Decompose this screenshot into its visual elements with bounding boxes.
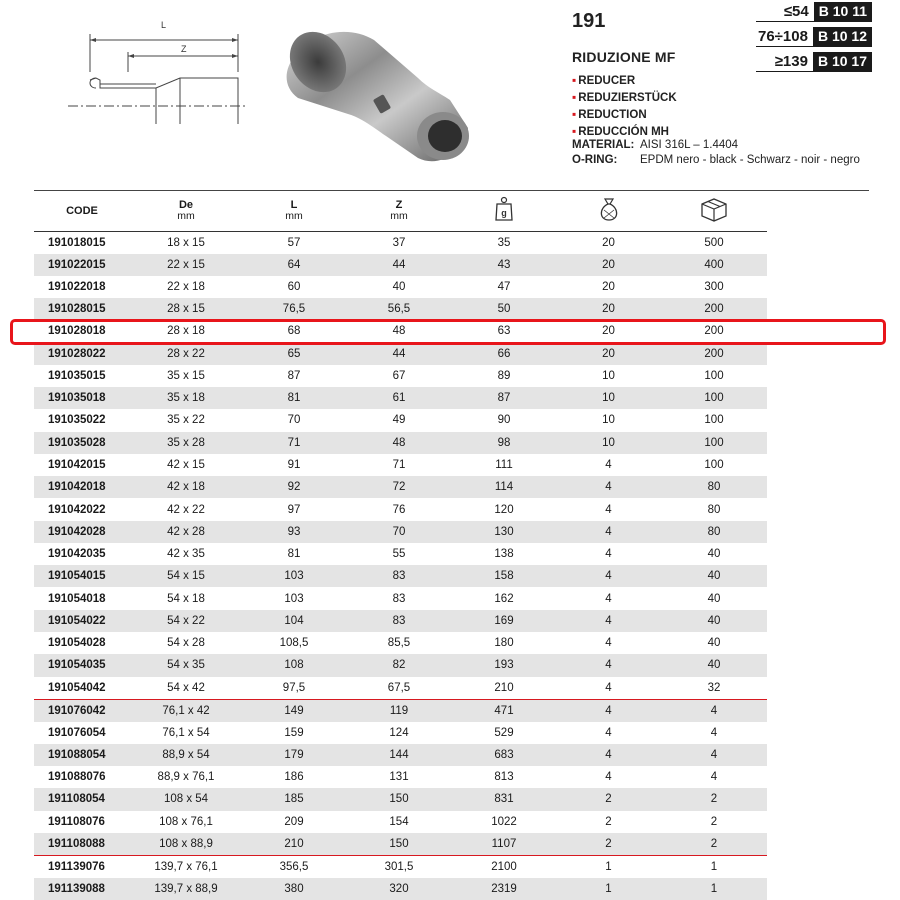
table-row — [34, 878, 767, 900]
material-label: MATERIAL: — [572, 139, 635, 151]
product-photo — [278, 18, 483, 173]
table-row — [34, 811, 767, 833]
cell-code: 191054035 — [34, 654, 130, 676]
table-row — [34, 565, 767, 587]
cell-code: 191035028 — [34, 432, 130, 454]
dim-L-label: L — [161, 20, 167, 30]
product-name-de: ▪ REDUZIERSTÜCK — [572, 90, 677, 104]
badge-row — [756, 52, 872, 72]
svg-text:g: g — [501, 208, 507, 219]
cell-z: 83 — [346, 610, 452, 632]
cell-box-qty: 40 — [661, 610, 767, 632]
cell-code: 191139076 — [48, 860, 105, 873]
cell-z: 150 — [346, 788, 452, 810]
product-code: 191 — [572, 10, 606, 32]
material-value: AISI 316L – 1.4404 — [640, 139, 739, 151]
cell-de: 76,1 x 54 — [162, 726, 210, 739]
table-row — [34, 788, 767, 810]
cell-code: 191028015 — [34, 298, 130, 320]
cell-bag-qty: 10 — [602, 369, 615, 382]
cell-bag-qty: 4 — [605, 459, 612, 472]
cell-box-qty: 200 — [704, 325, 724, 338]
cell-z: 150 — [346, 833, 452, 856]
cell-weight: 210 — [452, 677, 556, 700]
cell-l: 65 — [242, 343, 346, 365]
cell-l: 76,5 — [242, 298, 346, 320]
cell-bag-qty: 2 — [605, 815, 612, 828]
table-row — [34, 610, 767, 632]
cell-z: 56,5 — [346, 298, 452, 320]
cell-z: 44 — [346, 343, 452, 365]
table-row — [34, 298, 767, 320]
cell-weight: 831 — [452, 788, 556, 810]
cell-bag-qty: 20 — [602, 325, 615, 338]
cell-l: 185 — [242, 788, 346, 810]
cell-de: 42 x 15 — [167, 459, 205, 472]
cell-z: 70 — [346, 521, 452, 543]
cell-l: 356,5 — [279, 860, 309, 873]
bag-icon — [597, 196, 621, 222]
cell-box-qty: 400 — [661, 254, 767, 276]
cell-l: 97,5 — [242, 677, 346, 700]
bullet-dot-icon: ▪ — [572, 124, 577, 138]
oring-label: O-RING: — [572, 154, 618, 166]
cell-weight: 111 — [495, 459, 513, 472]
cell-code: 191076042 — [34, 699, 130, 722]
cell-z: 40 — [392, 280, 406, 293]
cell-z: 61 — [346, 387, 452, 409]
cell-code: 191028018 — [48, 325, 106, 338]
cell-box-qty: 4 — [710, 771, 718, 784]
cell-bag-qty: 1 — [556, 878, 661, 900]
table-row — [34, 744, 767, 766]
cell-box-qty: 2 — [661, 833, 767, 856]
cell-de: 18 x 15 — [167, 236, 205, 249]
cell-bag-qty: 4 — [605, 592, 612, 605]
bullet-dot-icon: ▪ — [572, 90, 577, 104]
cell-bag-qty: 10 — [556, 387, 661, 409]
cell-box-qty: 200 — [661, 343, 767, 365]
cell-code: 191042035 — [48, 548, 106, 561]
cell-weight: 2319 — [452, 878, 556, 900]
cell-l: 91 — [287, 459, 301, 472]
cell-weight: 162 — [494, 592, 514, 605]
cell-box-qty: 40 — [707, 548, 721, 561]
cell-bag-qty: 20 — [556, 343, 661, 365]
cell-de: 22 x 18 — [167, 280, 205, 293]
dimension-drawing — [60, 14, 250, 124]
cell-l: 87 — [287, 369, 301, 382]
cell-de: 42 x 22 — [167, 503, 205, 516]
cell-box-qty: 40 — [661, 654, 767, 676]
cell-bag-qty: 4 — [605, 548, 612, 561]
cell-de: 42 x 35 — [167, 548, 205, 561]
cell-code: 191088054 — [34, 744, 130, 766]
cell-weight: 89 — [497, 369, 511, 382]
product-name-fr: ▪ REDUCTION — [572, 107, 647, 121]
col-header-bag — [556, 191, 661, 231]
table-row — [34, 454, 767, 476]
cell-bag-qty: 20 — [602, 280, 615, 293]
cell-de: 42 x 28 — [130, 521, 242, 543]
product-name-en: ▪ REDUCER — [572, 73, 636, 87]
box-icon — [698, 196, 730, 222]
bullet-dot-icon: ▪ — [572, 107, 577, 121]
cell-de: 35 x 18 — [130, 387, 242, 409]
cell-bag-qty: 4 — [556, 744, 661, 766]
cell-l: 57 — [287, 236, 301, 249]
cell-z: 48 — [346, 432, 452, 454]
cell-de: 54 x 35 — [130, 654, 242, 676]
cell-z: 44 — [346, 254, 452, 276]
cell-z: 76 — [392, 503, 406, 516]
cell-weight: 90 — [497, 414, 511, 427]
cell-weight: 158 — [452, 565, 556, 587]
table-row — [34, 699, 767, 722]
cell-z: 82 — [346, 654, 452, 676]
cell-weight: 47 — [497, 280, 511, 293]
cell-weight: 1107 — [452, 833, 556, 856]
table-row — [34, 343, 767, 365]
col-header-z: Z mm — [346, 191, 452, 231]
cell-box-qty: 80 — [661, 476, 767, 498]
cell-box-qty: 2 — [661, 788, 767, 810]
bullet-dot-icon: ▪ — [572, 73, 577, 87]
cell-weight: 130 — [452, 521, 556, 543]
cell-box-qty: 1 — [661, 878, 767, 900]
cell-weight: 813 — [494, 771, 514, 784]
table-row — [34, 498, 767, 520]
cell-bag-qty: 2 — [556, 788, 661, 810]
cell-weight: 43 — [452, 254, 556, 276]
cell-weight: 683 — [452, 744, 556, 766]
table-row — [34, 365, 767, 387]
cell-box-qty: 40 — [707, 592, 721, 605]
table-row — [34, 231, 767, 254]
cell-de: 108 x 76,1 — [159, 815, 213, 828]
cell-code: 191088076 — [48, 771, 106, 784]
cell-l: 92 — [242, 476, 346, 498]
cell-code: 191108076 — [48, 815, 105, 828]
cell-z: 72 — [346, 476, 452, 498]
cell-z: 124 — [389, 726, 409, 739]
cell-l: 209 — [284, 815, 304, 828]
cell-l: 97 — [287, 503, 301, 516]
size-code-badges — [756, 2, 872, 77]
cell-code: 191042015 — [48, 459, 106, 472]
cell-code: 191042022 — [48, 503, 106, 516]
product-title: RIDUZIONE MF — [572, 49, 676, 65]
cell-code: 191108088 — [34, 833, 130, 856]
cell-box-qty: 4 — [661, 699, 767, 722]
cell-box-qty: 4 — [710, 726, 718, 739]
col-header-box — [661, 191, 767, 231]
dim-Z-label: Z — [181, 44, 187, 54]
cell-box-qty: 80 — [661, 521, 767, 543]
cell-bag-qty: 10 — [602, 414, 615, 427]
cell-weight: 138 — [494, 548, 514, 561]
cell-weight: 63 — [497, 325, 511, 338]
badge-code: B 10 17 — [813, 52, 872, 71]
cell-code: 191042028 — [34, 521, 130, 543]
table-row — [34, 254, 767, 276]
table-row — [34, 387, 767, 409]
cell-de: 108 x 88,9 — [130, 833, 242, 856]
weight-g-icon — [494, 196, 514, 222]
cell-bag-qty: 4 — [556, 654, 661, 676]
cell-l: 81 — [287, 548, 301, 561]
cell-code: 191076054 — [48, 726, 106, 739]
cell-weight: 98 — [452, 432, 556, 454]
table-row-highlighted — [34, 320, 767, 342]
cell-weight: 180 — [494, 637, 514, 650]
cell-code: 191042018 — [34, 476, 130, 498]
cell-de: 54 x 28 — [167, 637, 205, 650]
table-row — [34, 766, 767, 788]
cell-de: 139,7 x 76,1 — [154, 860, 218, 873]
cell-code: 191139088 — [34, 878, 130, 900]
cell-de: 88,9 x 76,1 — [157, 771, 215, 784]
table-row — [34, 409, 767, 431]
cell-de: 54 x 18 — [167, 592, 205, 605]
cell-box-qty: 500 — [704, 236, 724, 249]
cell-de: 35 x 22 — [167, 414, 205, 427]
cell-de: 54 x 15 — [130, 565, 242, 587]
cell-z: 119 — [346, 699, 452, 722]
cell-box-qty: 100 — [661, 387, 767, 409]
cell-de: 76,1 x 42 — [130, 699, 242, 722]
cell-bag-qty: 4 — [605, 726, 612, 739]
cell-z: 67,5 — [346, 677, 452, 700]
cell-box-qty: 40 — [661, 565, 767, 587]
cell-de: 28 x 15 — [130, 298, 242, 320]
cell-l: 210 — [242, 833, 346, 856]
cell-l: 149 — [242, 699, 346, 722]
cell-l: 108 — [242, 654, 346, 676]
cell-z: 85,5 — [387, 637, 411, 650]
cell-l: 103 — [284, 592, 304, 605]
cell-de: 54 x 22 — [130, 610, 242, 632]
cell-weight: 2100 — [491, 860, 517, 873]
cell-bag-qty: 4 — [556, 476, 661, 498]
cell-l: 103 — [242, 565, 346, 587]
cell-weight: 114 — [452, 476, 556, 498]
cell-l: 159 — [284, 726, 304, 739]
cell-box-qty: 32 — [661, 677, 767, 700]
cell-z: 131 — [389, 771, 409, 784]
cell-z: 67 — [392, 369, 406, 382]
cell-de: 108 x 54 — [130, 788, 242, 810]
table-header-row — [34, 191, 767, 231]
cell-weight: 1022 — [491, 815, 517, 828]
cell-box-qty: 100 — [661, 432, 767, 454]
cell-z: 55 — [392, 548, 406, 561]
badge-size: 76÷108 — [758, 28, 808, 45]
oring-value: EPDM nero - black - Schwarz - noir - negro — [640, 154, 860, 166]
cell-z: 154 — [389, 815, 409, 828]
cell-weight: 193 — [452, 654, 556, 676]
cell-box-qty: 100 — [704, 414, 724, 427]
cell-z: 83 — [346, 565, 452, 587]
cell-de: 88,9 x 54 — [130, 744, 242, 766]
cell-l: 179 — [242, 744, 346, 766]
cell-code: 191018015 — [48, 236, 106, 249]
cell-weight: 87 — [452, 387, 556, 409]
cell-z: 71 — [392, 459, 406, 472]
cell-de: 28 x 22 — [130, 343, 242, 365]
cell-bag-qty: 20 — [602, 236, 615, 249]
cell-bag-qty: 4 — [556, 610, 661, 632]
table-row — [34, 432, 767, 454]
cell-bag-qty: 4 — [556, 677, 661, 700]
cell-bag-qty: 4 — [605, 503, 612, 516]
table-row — [34, 543, 767, 565]
cell-box-qty: 1 — [710, 860, 718, 873]
badge-code: B 10 11 — [814, 2, 872, 21]
cell-box-qty: 300 — [704, 280, 724, 293]
cell-code: 191054022 — [34, 610, 130, 632]
table-row — [34, 654, 767, 676]
cell-bag-qty: 20 — [556, 298, 661, 320]
cell-code: 191035022 — [48, 414, 106, 427]
cell-l: 93 — [242, 521, 346, 543]
cell-box-qty: 100 — [704, 459, 724, 472]
table-row — [34, 833, 767, 856]
cell-l: 71 — [242, 432, 346, 454]
col-header-code: CODE — [34, 191, 130, 231]
product-name-es: ▪ REDUCCIÓN MH — [572, 124, 669, 138]
cell-l: 64 — [242, 254, 346, 276]
col-header-de: De mm — [130, 191, 242, 231]
cell-l: 108,5 — [279, 637, 309, 650]
cell-bag-qty: 1 — [605, 860, 612, 873]
cell-l: 68 — [287, 325, 301, 338]
cell-weight: 120 — [494, 503, 514, 516]
table-row — [34, 855, 767, 878]
cell-bag-qty: 10 — [556, 432, 661, 454]
cell-bag-qty: 4 — [556, 521, 661, 543]
table-row — [34, 632, 767, 654]
col-header-l: L mm — [242, 191, 346, 231]
cell-l: 70 — [287, 414, 301, 427]
cell-de: 54 x 42 — [130, 677, 242, 700]
cell-bag-qty: 2 — [556, 833, 661, 856]
cell-code: 191108054 — [34, 788, 130, 810]
cell-z: 83 — [392, 592, 406, 605]
cell-bag-qty: 4 — [556, 565, 661, 587]
cell-weight: 35 — [497, 236, 511, 249]
cell-box-qty: 200 — [661, 298, 767, 320]
cell-bag-qty: 4 — [605, 771, 612, 784]
cell-bag-qty: 4 — [605, 637, 612, 650]
product-names-list — [572, 72, 677, 140]
cell-l: 380 — [242, 878, 346, 900]
cell-box-qty: 40 — [707, 637, 721, 650]
cell-bag-qty: 4 — [556, 699, 661, 722]
cell-z: 37 — [392, 236, 406, 249]
cell-de: 35 x 15 — [167, 369, 205, 382]
table-row — [34, 276, 767, 298]
cell-z: 48 — [392, 325, 406, 338]
cell-code: 191035015 — [48, 369, 106, 382]
cell-box-qty: 80 — [707, 503, 721, 516]
cell-weight: 66 — [452, 343, 556, 365]
cell-z: 49 — [392, 414, 406, 427]
cell-weight: 169 — [452, 610, 556, 632]
cell-bag-qty: 20 — [556, 254, 661, 276]
cell-z: 320 — [346, 878, 452, 900]
cell-z: 144 — [346, 744, 452, 766]
cell-de: 42 x 18 — [130, 476, 242, 498]
dimensions-table — [34, 191, 767, 900]
cell-weight: 50 — [452, 298, 556, 320]
table-row — [34, 476, 767, 498]
cell-de: 22 x 15 — [130, 254, 242, 276]
cell-code: 191054018 — [48, 592, 106, 605]
cell-l: 186 — [284, 771, 304, 784]
cell-box-qty: 100 — [704, 369, 724, 382]
cell-de: 28 x 18 — [167, 325, 205, 338]
table-row — [34, 587, 767, 609]
badge-code: B 10 12 — [813, 27, 872, 46]
cell-code: 191022018 — [48, 280, 106, 293]
badge-size: ≥139 — [774, 53, 808, 70]
table-body — [34, 231, 767, 900]
cell-weight: 471 — [452, 699, 556, 722]
cell-code: 191035018 — [34, 387, 130, 409]
cell-box-qty: 2 — [710, 815, 718, 828]
table-row — [34, 521, 767, 543]
cell-de: 35 x 28 — [130, 432, 242, 454]
cell-l: 60 — [287, 280, 301, 293]
cell-code: 191028022 — [34, 343, 130, 365]
cell-z: 301,5 — [384, 860, 414, 873]
cell-code: 191054042 — [34, 677, 130, 700]
cell-code: 191022015 — [34, 254, 130, 276]
cell-de: 139,7 x 88,9 — [130, 878, 242, 900]
cell-code: 191054028 — [48, 637, 106, 650]
cell-code: 191054015 — [34, 565, 130, 587]
badge-row — [756, 2, 872, 22]
col-header-weight — [452, 191, 556, 231]
table-row — [34, 722, 767, 744]
cell-weight: 529 — [494, 726, 514, 739]
badge-row — [756, 27, 872, 47]
table-row — [34, 677, 767, 700]
cell-l: 104 — [242, 610, 346, 632]
cell-l: 81 — [242, 387, 346, 409]
cell-box-qty: 4 — [661, 744, 767, 766]
badge-size: ≤54 — [783, 3, 809, 20]
